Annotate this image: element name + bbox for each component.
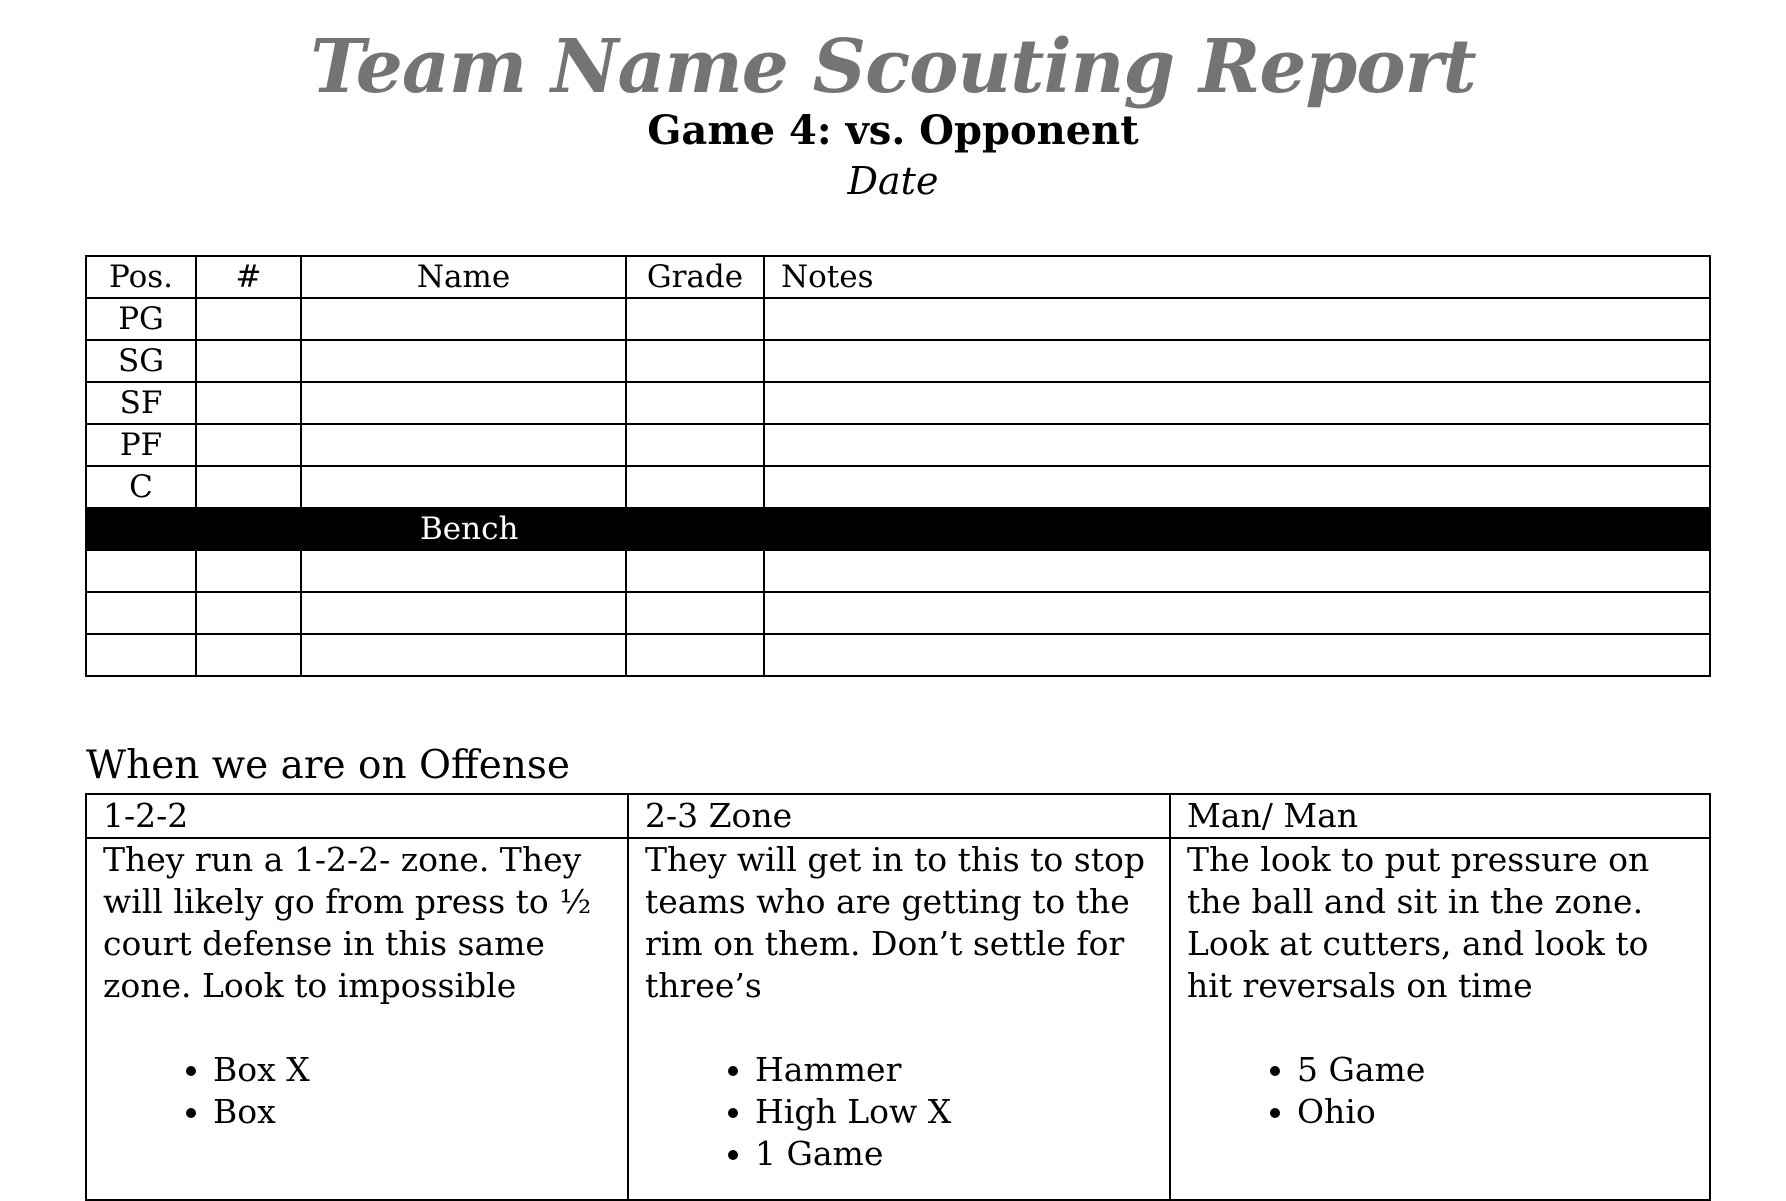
list-item: • Box X [213,1049,613,1091]
notes-cell[interactable] [764,592,1710,634]
game-subtitle: Game 4: vs. Opponent [647,107,1139,154]
spacer [645,1007,1155,1049]
column-header-notes: Notes [764,256,1710,298]
offense-table [85,793,1711,1201]
list-item: • High Low X [755,1091,1155,1133]
table-row [86,592,1710,634]
table-row [86,340,1710,382]
table-row [86,634,1710,676]
position-cell[interactable] [86,592,196,634]
table-row [86,466,1710,508]
table-row [86,424,1710,466]
defense-type-header: 1-2-2 [86,794,628,838]
grade-cell[interactable] [626,424,764,466]
play-list [645,1049,1155,1175]
defense-notes-cell [628,838,1170,1200]
bench-divider-row [86,508,1710,550]
list-item: • 5 Game [1297,1049,1695,1091]
name-cell[interactable] [301,340,626,382]
grade-cell[interactable] [626,298,764,340]
column-header-name: Name [301,256,626,298]
name-cell[interactable] [301,466,626,508]
report-title: Team Name Scouting Report [310,24,1476,110]
bench-label: Bench [420,511,519,547]
offense-header-row [86,794,1710,838]
defense-type-header: Man/ Man [1170,794,1710,838]
play-list [103,1049,613,1133]
notes-cell[interactable] [764,382,1710,424]
list-item: • Hammer [755,1049,1155,1091]
roster-table [85,255,1711,677]
list-item: • Box [213,1091,613,1133]
spacer [1187,1007,1695,1049]
position-cell: SF [86,382,196,424]
grade-cell[interactable] [626,634,764,676]
defense-description: The look to put pressure on the ball and sit in the zone. Look at cutters, and look to hit reversals on time [1187,840,1650,1005]
position-cell: PG [86,298,196,340]
number-cell[interactable] [196,424,301,466]
play-list [1187,1049,1695,1133]
grade-cell[interactable] [626,466,764,508]
defense-description: They will get in to this to stop teams who are getting to the rim on them. Don’t settle for three’s [645,840,1145,1005]
number-cell[interactable] [196,550,301,592]
grade-cell[interactable] [626,340,764,382]
notes-cell[interactable] [764,634,1710,676]
grade-cell[interactable] [626,382,764,424]
spacer [103,1007,613,1049]
number-cell[interactable] [196,592,301,634]
table-row [86,382,1710,424]
defense-notes-cell [1170,838,1710,1200]
grade-cell[interactable] [626,550,764,592]
name-cell[interactable] [301,634,626,676]
number-cell[interactable] [196,634,301,676]
number-cell[interactable] [196,298,301,340]
column-header-pos: Pos. [86,256,196,298]
name-cell[interactable] [301,550,626,592]
defense-type-header: 2-3 Zone [628,794,1170,838]
notes-cell[interactable] [764,298,1710,340]
position-cell: SG [86,340,196,382]
roster-header-row [86,256,1710,298]
table-row [86,550,1710,592]
notes-cell[interactable] [764,424,1710,466]
number-cell[interactable] [196,340,301,382]
defense-notes-cell [86,838,628,1200]
column-header-grade: Grade [626,256,764,298]
table-row [86,298,1710,340]
number-cell[interactable] [196,382,301,424]
grade-cell[interactable] [626,592,764,634]
name-cell[interactable] [301,298,626,340]
number-cell[interactable] [196,466,301,508]
name-cell[interactable] [301,382,626,424]
notes-cell[interactable] [764,550,1710,592]
position-cell[interactable] [86,634,196,676]
list-item: • Ohio [1297,1091,1695,1133]
column-header-number: # [196,256,301,298]
offense-content-row [86,838,1710,1200]
name-cell[interactable] [301,424,626,466]
notes-cell[interactable] [764,466,1710,508]
game-date: Date [847,159,939,203]
name-cell[interactable] [301,592,626,634]
defense-description: They run a 1-2-2- zone. They will likely go from press to ½ court defense in this same zone. Look to impossible [103,840,592,1005]
bench-divider [86,508,1710,550]
position-cell[interactable] [86,550,196,592]
offense-section-heading: When we are on Offense [86,743,570,788]
notes-cell[interactable] [764,340,1710,382]
position-cell: PF [86,424,196,466]
list-item: • 1 Game [755,1133,1155,1175]
position-cell: C [86,466,196,508]
